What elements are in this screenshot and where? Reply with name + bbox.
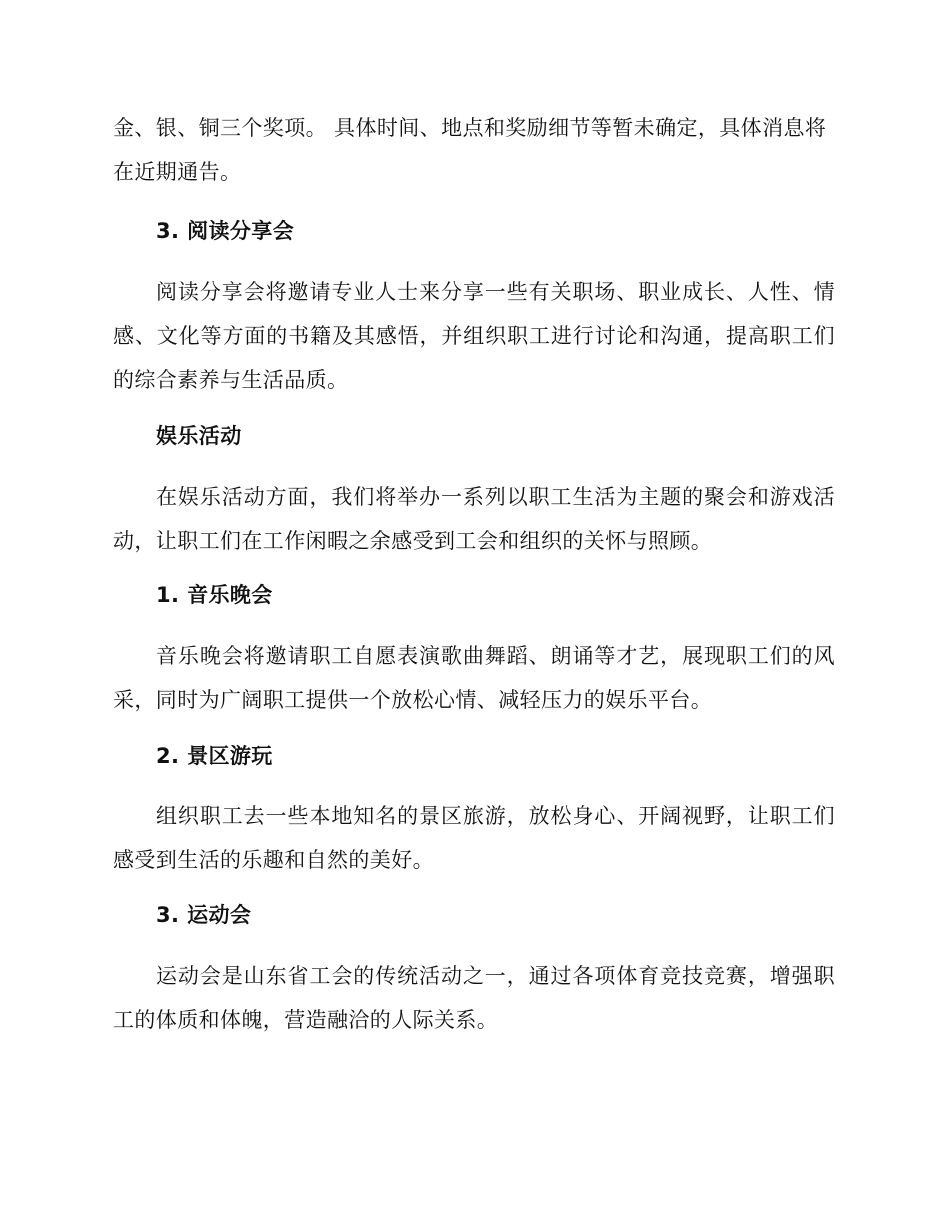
heading-entertainment: 娱乐活动 [156,424,242,448]
paragraph-music-evening: 音乐晚会将邀请职工自愿表演歌曲舞蹈、朗诵等才艺，展现职工们的风采，同时为广阔职工提供一个放松心情、减轻压力的娱乐平台。 [113,644,835,712]
paragraph-scenic-tour: 组织职工去一些本地知名的景区旅游，放松身心、开阔视野，让职工们感受到生活的乐趣和自然的美好。 [113,804,835,872]
paragraph-award-notice: 金、银、铜三个奖项。 具体时间、地点和奖励细节等暂未确定，具体消息将在近期通告。 [113,116,827,184]
heading-music-evening: 1. 音乐晚会 [156,583,273,607]
paragraph-entertainment: 在娱乐活动方面，我们将举办一系列以职工生活为主题的聚会和游戏活动，让职工们在工作闲暇之余感受到工会和组织的关怀与照顾。 [113,485,835,553]
heading-scenic-tour: 2. 景区游玩 [156,744,273,768]
heading-reading-sharing: 3. 阅读分享会 [156,219,295,243]
heading-sports-meeting: 3. 运动会 [156,903,252,927]
paragraph-reading-sharing: 阅读分享会将邀请专业人士来分享一些有关职场、职业成长、人性、情感、文化等方面的书籍及其感悟，并组织职工进行讨论和沟通，提高职工们的综合素养与生活品质。 [113,280,835,392]
paragraph-sports-meeting: 运动会是山东省工会的传统活动之一，通过各项体育竞技竞赛，增强职工的体质和体魄，营造融洽的人际关系。 [113,964,835,1032]
